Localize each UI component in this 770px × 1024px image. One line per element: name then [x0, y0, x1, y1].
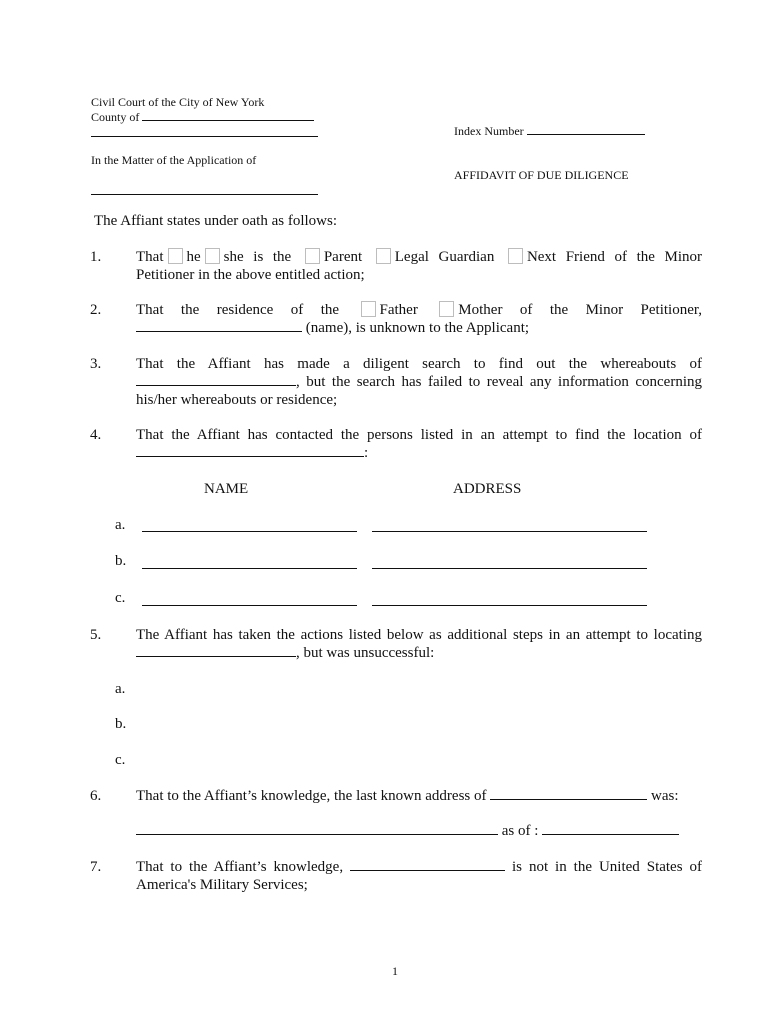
- item-7-line-2: America's Military Services;: [136, 877, 308, 893]
- name-column-header: NAME: [204, 481, 249, 497]
- military-lead-text: That to the Affiant’s knowledge,: [136, 859, 344, 875]
- item-5-line-2: [136, 644, 702, 662]
- contact-c-address-field[interactable]: [372, 605, 647, 606]
- contact-a-address-field[interactable]: [372, 531, 647, 532]
- document-title: AFFIDAVIT OF DUE DILIGENCE: [454, 168, 629, 182]
- was-text: was:: [651, 788, 679, 804]
- action-row-a-label: a.: [115, 681, 126, 697]
- parent-checkbox[interactable]: [305, 248, 320, 264]
- she-is-the-label: she is the: [223, 249, 292, 265]
- county-field[interactable]: [142, 120, 314, 121]
- last-known-person-field[interactable]: [490, 799, 647, 800]
- residence-text: That the residence of the: [136, 302, 340, 318]
- contact-a-name-field[interactable]: [142, 531, 357, 532]
- mother-checkbox[interactable]: [439, 301, 454, 317]
- item-7-line-1: [136, 858, 702, 876]
- item-2-line-2-text: (name), is unknown to the Applicant;: [305, 320, 530, 336]
- next-friend-checkbox[interactable]: [508, 248, 523, 264]
- last-known-text: That to the Affiant’s knowledge, the last known address of: [136, 788, 487, 804]
- military-person-field[interactable]: [350, 870, 505, 871]
- caption-line-1[interactable]: [91, 136, 318, 137]
- location-person-field[interactable]: [136, 456, 364, 457]
- intro-statement: The Affiant states under oath as follows:: [94, 213, 338, 229]
- county-label: [91, 110, 314, 124]
- applicant-name-line[interactable]: [91, 194, 318, 195]
- item-3: [136, 355, 702, 409]
- last-known-address-field[interactable]: [136, 834, 498, 835]
- item-2-line-2: [136, 319, 702, 337]
- item-4-number: 4.: [90, 427, 102, 443]
- legal-guardian-checkbox[interactable]: [376, 248, 391, 264]
- item-3-line-2-text: , but the search has failed to reveal any information concerning: [296, 374, 702, 390]
- colon: :: [364, 445, 369, 461]
- item-5-number: 5.: [90, 627, 102, 643]
- parent-label: Parent: [323, 249, 363, 265]
- contact-row-c-label: c.: [115, 590, 126, 606]
- item-4: [136, 426, 702, 462]
- as-of-label: as of :: [501, 823, 539, 839]
- he-checkbox[interactable]: [168, 248, 183, 264]
- action-row-b-label: b.: [115, 716, 127, 732]
- item-6-line-1: [136, 787, 679, 805]
- item-5-line-1: The Affiant has taken the actions listed below as additional steps in an attempt to locating: [136, 627, 702, 643]
- page-number: 1: [392, 964, 398, 978]
- contact-c-name-field[interactable]: [142, 605, 357, 606]
- whereabouts-person-field[interactable]: [136, 385, 296, 386]
- item-7-number: 7.: [90, 859, 102, 875]
- military-tail-text: is not in the United States of: [511, 859, 702, 875]
- he-label: he: [186, 249, 201, 265]
- index-label: Index Number: [454, 124, 524, 138]
- item-2-line-1: [136, 301, 702, 319]
- next-friend-label: Next Friend of the Minor: [526, 249, 703, 265]
- item-1-line-2: Petitioner in the above entitled action;: [136, 267, 365, 283]
- parent-name-field[interactable]: [136, 331, 302, 332]
- item-1-number: 1.: [90, 249, 102, 265]
- item-1-line-1: [136, 248, 702, 266]
- item-3-number: 3.: [90, 356, 102, 372]
- father-label: Father: [379, 302, 418, 318]
- mother-label: Mother of the Minor Petitioner,: [458, 302, 703, 318]
- contact-b-address-field[interactable]: [372, 568, 647, 569]
- address-column-header: ADDRESS: [453, 481, 522, 497]
- contact-row-a-label: a.: [115, 517, 126, 533]
- that-text: That: [136, 249, 164, 265]
- item-7: [136, 858, 702, 894]
- index-number: [454, 124, 645, 138]
- county-label-text: County of: [91, 110, 140, 124]
- index-number-field[interactable]: [527, 134, 645, 135]
- item-2-number: 2.: [90, 302, 102, 318]
- item-4-line-1: That the Affiant has contacted the persons listed in an attempt to find the location of: [136, 427, 702, 443]
- item-4-line-2: [136, 444, 702, 462]
- item-6-number: 6.: [90, 788, 102, 804]
- legal-guardian-label: Legal Guardian: [394, 249, 495, 265]
- matter-label: In the Matter of the Application of: [91, 153, 257, 167]
- item-6-line-2: [136, 822, 679, 840]
- as-of-date-field[interactable]: [542, 834, 679, 835]
- court-name: Civil Court of the City of New York: [91, 95, 265, 109]
- item-3-line-1: That the Affiant has made a diligent search to find out the whereabouts of: [136, 356, 702, 372]
- locating-person-field[interactable]: [136, 656, 296, 657]
- contact-row-b-label: b.: [115, 553, 127, 569]
- item-1: [136, 248, 702, 284]
- item-3-line-3: his/her whereabouts or residence;: [136, 392, 338, 408]
- item-5: [136, 626, 702, 662]
- item-3-line-2: [136, 373, 702, 391]
- item-2: [136, 301, 702, 337]
- action-row-c-label: c.: [115, 752, 126, 768]
- she-checkbox[interactable]: [205, 248, 220, 264]
- father-checkbox[interactable]: [361, 301, 376, 317]
- item-5-line-2-text: , but was unsuccessful:: [296, 645, 435, 661]
- contact-b-name-field[interactable]: [142, 568, 357, 569]
